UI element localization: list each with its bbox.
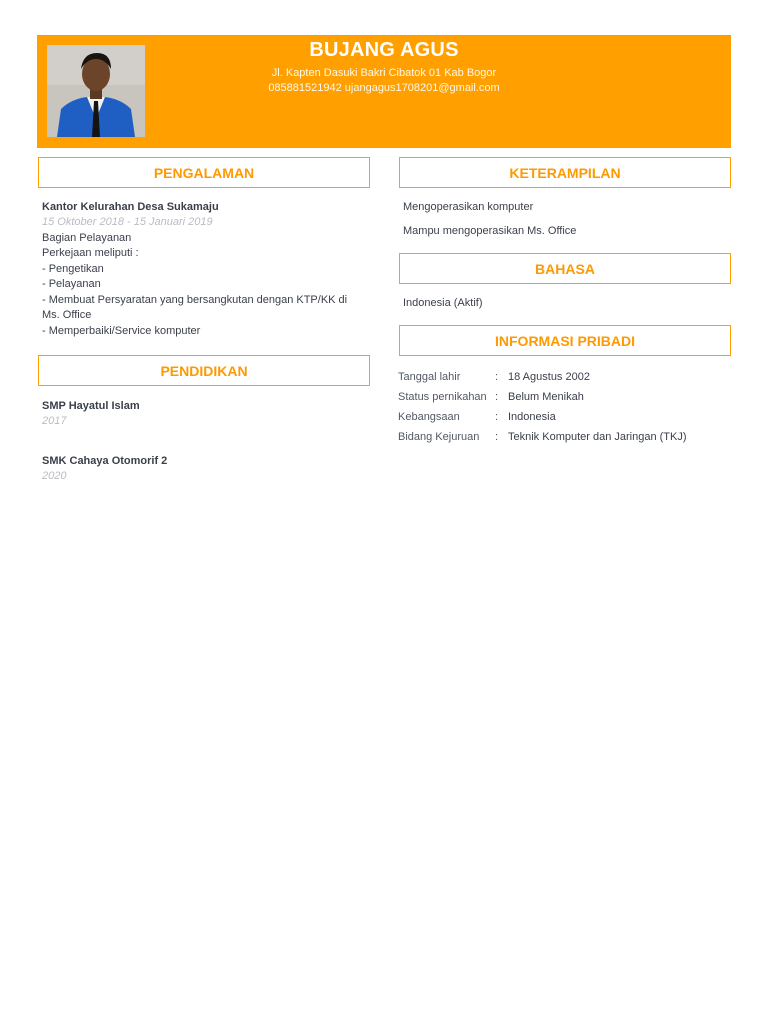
info-value-nationality: Indonesia (508, 411, 556, 423)
section-heading-skills (399, 157, 731, 188)
experience-line: - Memperbaiki/Service komputer (42, 325, 201, 337)
info-label-birthdate: Tanggal lahir (398, 371, 461, 383)
info-label-vocational-field: Bidang Kejuruan (398, 431, 480, 443)
language-item: Indonesia (Aktif) (403, 297, 483, 309)
info-label-nationality: Kebangsaan (398, 411, 460, 423)
info-value-birthdate: 18 Agustus 2002 (508, 371, 590, 383)
section-heading-experience (38, 157, 370, 188)
section-heading-languages (399, 253, 731, 284)
info-separator: : (495, 411, 499, 423)
resume-header (37, 35, 731, 148)
education-year: 2017 (42, 415, 67, 427)
info-separator: : (495, 371, 499, 383)
skill-item: Mampu mengoperasikan Ms. Office (403, 225, 577, 237)
skill-item: Mengoperasikan komputer (403, 201, 534, 213)
experience-company: Kantor Kelurahan Desa Sukamaju (42, 201, 219, 213)
info-value-vocational-field: Teknik Komputer dan Jaringan (TKJ) (508, 431, 687, 443)
experience-period: 15 Oktober 2018 - 15 Januari 2019 (42, 216, 213, 228)
experience-line: - Membuat Persyaratan yang bersangkutan dengan KTP/KK di (42, 294, 348, 306)
info-label-marital-status: Status pernikahan (398, 391, 487, 403)
section-heading-label: PENGALAMAN (153, 164, 255, 181)
info-separator: : (495, 431, 499, 443)
section-heading-education (38, 355, 370, 386)
info-value-marital-status: Belum Menikah (508, 391, 584, 403)
experience-line: - Pelayanan (42, 278, 101, 290)
section-heading-label: PENDIDIKAN (160, 362, 248, 379)
candidate-name: BUJANG AGUS (309, 39, 459, 61)
education-school: SMK Cahaya Otomorif 2 (42, 455, 168, 467)
section-heading-personal-info (399, 325, 731, 356)
experience-line: Perkejaan meliputi : (42, 247, 139, 259)
candidate-address: Jl. Kapten Dasuki Bakri Cibatok 01 Kab Bogor (271, 67, 497, 79)
experience-line: Bagian Pelayanan (42, 232, 132, 244)
section-heading-label: KETERAMPILAN (509, 164, 621, 181)
info-separator: : (495, 391, 499, 403)
experience-line: Ms. Office (42, 309, 92, 321)
section-heading-label: INFORMASI PRIBADI (495, 332, 635, 349)
experience-line: - Pengetikan (42, 263, 104, 275)
education-school: SMP Hayatul Islam (42, 400, 140, 412)
section-heading-label: BAHASA (535, 260, 595, 277)
candidate-contact: 085881521942 ujangagus1708201@gmail.com (268, 82, 500, 94)
education-year: 2020 (42, 470, 67, 482)
